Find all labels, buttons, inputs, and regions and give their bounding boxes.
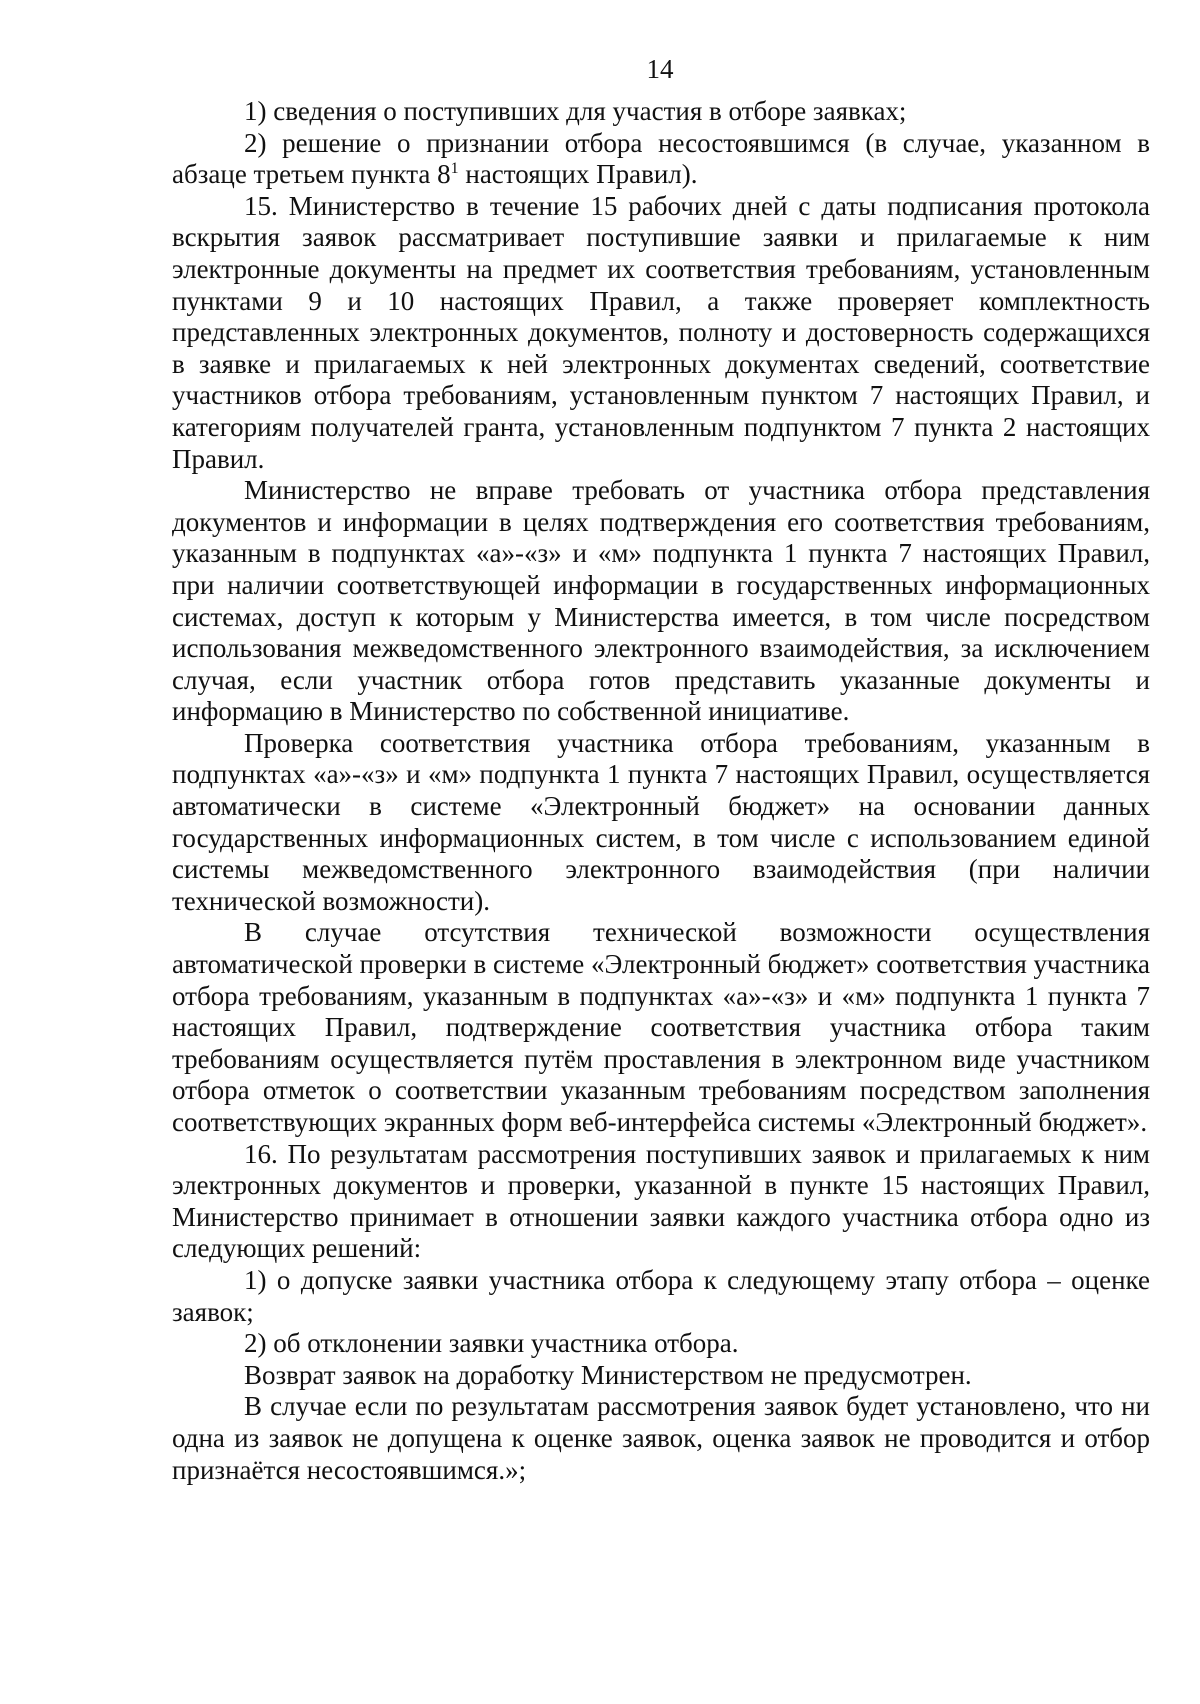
paragraph-9: 2) об отклонении заявки участника отбора. [244, 1328, 739, 1359]
paragraph-3: 15. Министерство в течение 15 рабочих дней с даты подписания протокола вскрытия заявок рассматривает поступившие заявки и прилагаемые к ним электронные документы на предмет их соответствия требованиям, установленным пунктами 9 и 10 настоящих Правил, а также проверяет комплектность представленных электронных документов, полноту и достоверность содержащихся в заявке и прилагаемых к ней электронных документах сведений, соответствие участников отбора требованиям, установленным пунктом 7 настоящих Правил, и категориям получателей гранта, установленным подпунктом 7 пункта 2 настоящих Правил. [172, 190, 1150, 474]
paragraph-6: В случае отсутствия технической возможности осуществления автоматической проверки в системе «Электронный бюджет» соответствия участника отбора требованиям, указанным в подпунктах «а»-«з» и «м» подпункта 1 пункта 7 настоящих Правил, подтверждение соответствия участника отбора таким требованиям осуществляется путём проставления в электронном виде участником отбора отметок о соответствии указанным требованиям посредством заполнения соответствующих экранных форм веб-интерфейса системы «Электронный бюджет». [172, 917, 1150, 1137]
paragraph-2 [172, 128, 1150, 191]
paragraph-2-text: 2) решение о признании отбора несостоявшимся (в случае, указанном в абзаце третьем пункта 8 [172, 127, 1150, 190]
paragraph-5: Проверка соответствия участника отбора требованиям, указанным в подпунктах «а»-«з» и «м» подпункта 1 пункта 7 настоящих Правил, осуществляется автоматически в системе «Электронный бюджет» на основании данных государственных информационных систем, в том числе с использованием единой системы межведомственного электронного взаимодействия (при наличии технической возможности). [172, 727, 1150, 916]
paragraph-1: 1) сведения о поступивших для участия в отборе заявках; [244, 96, 907, 126]
paragraph-10: Возврат заявок на доработку Министерством не предусмотрен. [244, 1359, 972, 1390]
footnote-superscript: 1 [450, 160, 459, 178]
paragraph-7: 16. По результатам рассмотрения поступивших заявок и прилагаемых к ним электронных документов и проверки, указанной в пункте 15 настоящих Правил, Министерство принимает в отношении заявки каждого участника отбора одно из следующих решений: [172, 1138, 1150, 1264]
document-body [172, 96, 1150, 1486]
paragraph-8: 1) о допуске заявки участника отбора к следующему этапу отбора – оценке заявок; [172, 1264, 1150, 1327]
paragraph-2-text-end: настоящих Правил). [458, 159, 698, 190]
paragraph-11: В случае если по результатам рассмотрения заявок будет установлено, что ни одна из заявок не допущена к оценке заявок, оценка заявок не проводится и отбор признаётся несостоявшимся.»; [172, 1391, 1150, 1485]
page-number: 14 [646, 54, 674, 84]
paragraph-4: Министерство не вправе требовать от участника отбора представления документов и информации в целях подтверждения его соответствия требованиям, указанным в подпунктах «а»-«з» и «м» подпункта 1 пункта 7 настоящих Правил, при наличии соответствующей информации в государственных информационных системах, доступ к которым у Министерства имеется, в том числе посредством использования межведомственного электронного взаимодействия, за исключением случая, если участник отбора готов представить указанные документы и информацию в Министерство по собственной инициативе. [172, 475, 1150, 727]
